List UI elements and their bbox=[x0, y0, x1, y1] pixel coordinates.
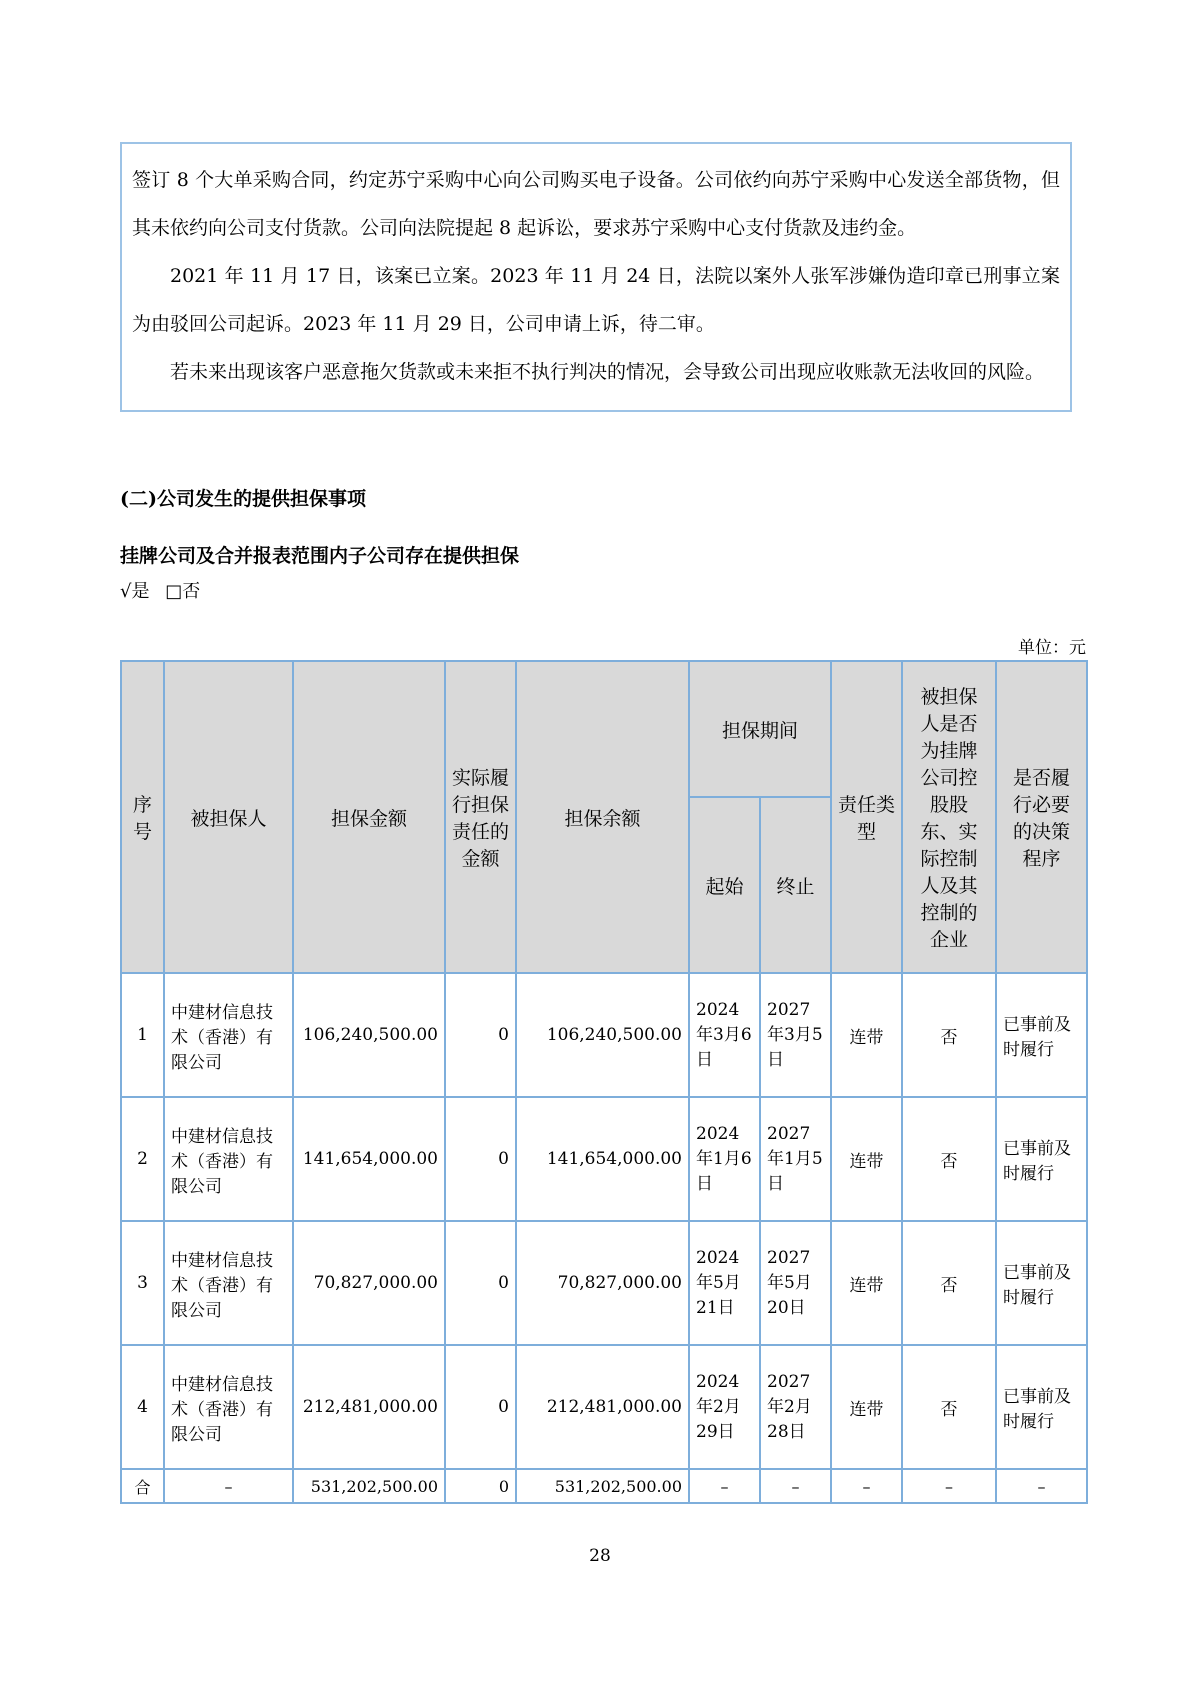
cell-start-date: – bbox=[689, 1469, 760, 1503]
cell-amount: 70,827,000.00 bbox=[293, 1221, 445, 1345]
cell-start-date: 2024年2月29日 bbox=[689, 1345, 760, 1469]
cell-end-date: 2027年1月5日 bbox=[760, 1097, 831, 1221]
table-row bbox=[121, 1345, 1087, 1469]
cell-start-date: 2024年5月21日 bbox=[689, 1221, 760, 1345]
cell-performed: 0 bbox=[445, 1345, 516, 1469]
cell-end-date: – bbox=[760, 1469, 831, 1503]
cell-seq: 4 bbox=[121, 1345, 164, 1469]
table-row bbox=[121, 1097, 1087, 1221]
cell-amount: 212,481,000.00 bbox=[293, 1345, 445, 1469]
table-row bbox=[121, 973, 1087, 1097]
cell-performed: 0 bbox=[445, 1221, 516, 1345]
cell-guaranteed-party: 中建材信息技术（香港）有限公司 bbox=[164, 1345, 293, 1469]
header-amount: 担保金额 bbox=[293, 661, 445, 973]
header-performed: 实际履行担保责任的金额 bbox=[445, 661, 516, 973]
cell-liability: – bbox=[831, 1469, 902, 1503]
cell-balance: 212,481,000.00 bbox=[516, 1345, 689, 1469]
header-period: 担保期间 bbox=[689, 661, 831, 797]
cell-start-date: 2024年3月6日 bbox=[689, 973, 760, 1097]
cell-seq: 2 bbox=[121, 1097, 164, 1221]
header-procedure: 是否履行必要的决策程序 bbox=[996, 661, 1087, 973]
table-row bbox=[121, 1221, 1087, 1345]
cell-related: 否 bbox=[902, 1097, 996, 1221]
page-number: 28 bbox=[589, 1546, 611, 1566]
cell-total-label: 合 bbox=[121, 1469, 164, 1503]
header-seq: 序号 bbox=[121, 661, 164, 973]
cell-seq: 1 bbox=[121, 973, 164, 1097]
table-total-row bbox=[121, 1469, 1087, 1503]
cell-performed: 0 bbox=[445, 973, 516, 1097]
cell-performed: 0 bbox=[445, 1469, 516, 1503]
cell-procedure: 已事前及时履行 bbox=[996, 973, 1087, 1097]
header-balance: 担保余额 bbox=[516, 661, 689, 973]
header-guaranteed-party: 被担保人 bbox=[164, 661, 293, 973]
cell-end-date: 2027年3月5日 bbox=[760, 973, 831, 1097]
cell-balance: 106,240,500.00 bbox=[516, 973, 689, 1097]
info-paragraph: 若未来出现该客户恶意拖欠货款或未来拒不执行判决的情况，会导致公司出现应收账款无法收回的风险。 bbox=[170, 361, 1045, 383]
cell-balance: 70,827,000.00 bbox=[516, 1221, 689, 1345]
cell-related: 否 bbox=[902, 1345, 996, 1469]
no-checkbox: □否 bbox=[165, 581, 201, 602]
cell-related: – bbox=[902, 1469, 996, 1503]
cell-related: 否 bbox=[902, 1221, 996, 1345]
yes-checkbox: √是 bbox=[120, 581, 150, 602]
cell-start-date: 2024年1月6日 bbox=[689, 1097, 760, 1221]
header-liability: 责任类型 bbox=[831, 661, 902, 973]
info-paragraph: 签订 8 个大单采购合同，约定苏宁采购中心向公司购买电子设备。公司依约向苏宁采购中心发送全部货物，但其未依约向公司支付货款。公司向法院提起 8 起诉讼，要求苏宁采购中心支付货款及违约金。 bbox=[132, 169, 1060, 239]
header-period-start: 起始 bbox=[689, 797, 760, 973]
cell-amount: 106,240,500.00 bbox=[293, 973, 445, 1097]
cell-guaranteed-party: 中建材信息技术（香港）有限公司 bbox=[164, 973, 293, 1097]
cell-end-date: 2027年5月20日 bbox=[760, 1221, 831, 1345]
cell-end-date: 2027年2月28日 bbox=[760, 1345, 831, 1469]
cell-guaranteed-party: – bbox=[164, 1469, 293, 1503]
cell-liability: 连带 bbox=[831, 1221, 902, 1345]
header-period-end: 终止 bbox=[760, 797, 831, 973]
cell-amount: 141,654,000.00 bbox=[293, 1097, 445, 1221]
cell-liability: 连带 bbox=[831, 1345, 902, 1469]
subsection-heading: 挂牌公司及合并报表范围内子公司存在提供担保 bbox=[120, 545, 520, 567]
cell-guaranteed-party: 中建材信息技术（香港）有限公司 bbox=[164, 1097, 293, 1221]
litigation-info-box bbox=[120, 142, 1072, 412]
cell-procedure: – bbox=[996, 1469, 1087, 1503]
info-paragraph: 2021 年 11 月 17 日，该案已立案。2023 年 11 月 24 日，法院以案外人张军涉嫌伪造印章已刑事立案为由驳回公司起诉。2023 年 11 月 29 日，公司申请上诉，待二审。 bbox=[132, 265, 1060, 335]
header-related: 被担保人是否为挂牌公司控股股东、实际控制人及其控制的企业 bbox=[902, 661, 996, 973]
yes-no-line bbox=[120, 577, 210, 603]
cell-guaranteed-party: 中建材信息技术（香港）有限公司 bbox=[164, 1221, 293, 1345]
section-heading: (二)公司发生的提供担保事项 bbox=[120, 488, 366, 510]
cell-seq: 3 bbox=[121, 1221, 164, 1345]
cell-balance: 531,202,500.00 bbox=[516, 1469, 689, 1503]
cell-balance: 141,654,000.00 bbox=[516, 1097, 689, 1221]
cell-liability: 连带 bbox=[831, 973, 902, 1097]
cell-procedure: 已事前及时履行 bbox=[996, 1345, 1087, 1469]
cell-liability: 连带 bbox=[831, 1097, 902, 1221]
guarantee-table bbox=[120, 660, 1088, 1504]
unit-label: 单位：元 bbox=[1018, 638, 1086, 658]
cell-procedure: 已事前及时履行 bbox=[996, 1221, 1087, 1345]
cell-procedure: 已事前及时履行 bbox=[996, 1097, 1087, 1221]
cell-amount: 531,202,500.00 bbox=[293, 1469, 445, 1503]
cell-performed: 0 bbox=[445, 1097, 516, 1221]
cell-related: 否 bbox=[902, 973, 996, 1097]
